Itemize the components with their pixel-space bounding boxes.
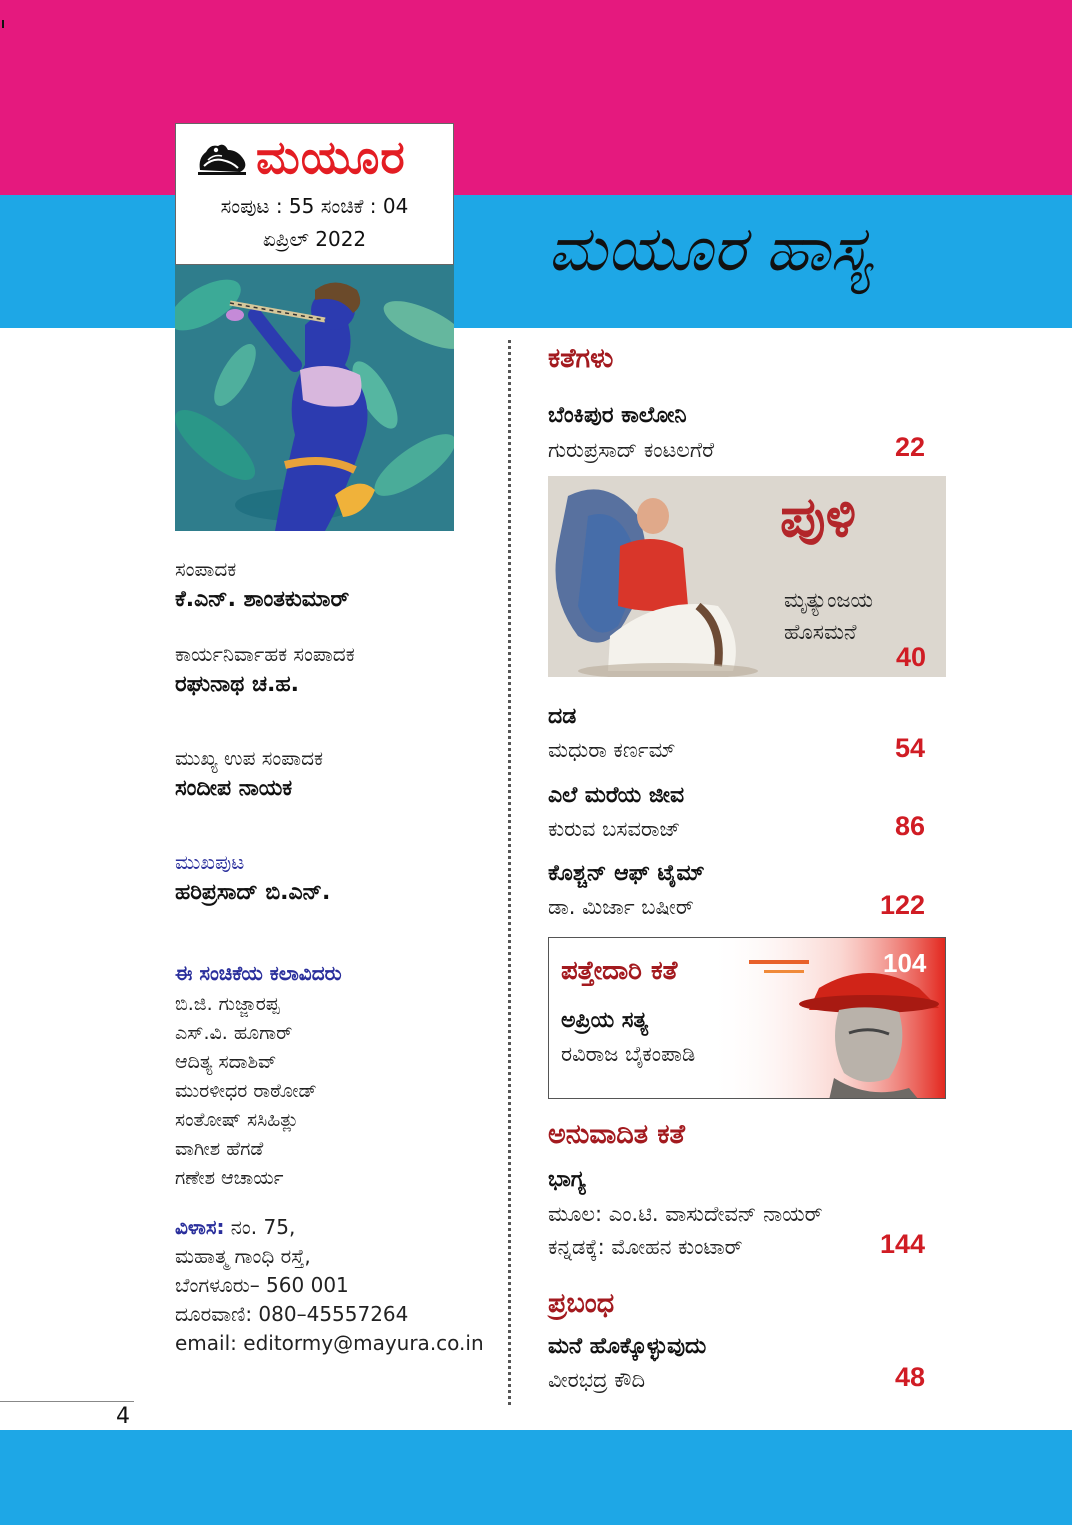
executive-editor-name: ರಘುನಾಥ ಚ.ಹ. [175, 672, 300, 697]
toc-story-title: ಅಪ್ರಿಯ ಸತ್ಯ [561, 1008, 649, 1033]
address-label: ವಿಳಾಸ: [175, 1215, 225, 1239]
cover-credit-label: ಮುಖಪುಟ [175, 850, 245, 874]
artist-item: ವಾಗೀಶ ಹೆಗಡೆ [175, 1138, 264, 1160]
cover-image [175, 265, 454, 531]
toc-page-number[interactable]: 22 [894, 432, 925, 462]
page-title: ಮಯೂರ ಹಾಸ್ಯ [548, 212, 872, 285]
stories-heading: ಕತೆಗಳು [548, 343, 614, 374]
issue-volume: ಸಂಪುಟ : 55 ಸಂಚಿಕೆ : 04 [220, 194, 409, 218]
essay-heading: ಪ್ರಬಂಧ [548, 1288, 615, 1319]
artists-label: ಈ ಸಂಚಿಕೆಯ ಕಲಾವಿದರು [175, 961, 342, 985]
toc-page-number[interactable]: 122 [879, 890, 925, 920]
feature-title: ಪುಳಿ [780, 484, 857, 550]
page-number: 4 [116, 1404, 130, 1429]
artist-item: ಎಸ್.ವಿ. ಹೂಗಾರ್ [175, 1022, 293, 1044]
toc-page-number[interactable]: 86 [894, 811, 925, 841]
address-line: ನಂ. 75, [224, 1215, 296, 1239]
artist-item: ಆದಿತ್ಯ ಸದಾಶಿವ್ [175, 1051, 277, 1073]
column-divider [508, 340, 511, 1405]
artist-item: ಗಣೇಶ ಆಚಾರ್ಯ [175, 1167, 284, 1189]
detective-heading: ಪತ್ತೇದಾರಿ ಕತೆ [561, 956, 678, 986]
logo [194, 130, 406, 184]
address-line: ಬೆಂಗಳೂರು– 560 001 [175, 1273, 349, 1297]
toc-translator: ಕನ್ನಡಕ್ಕೆ: ಮೋಹನ ಕುಂಟಾರ್ [548, 1235, 743, 1259]
chief-sub-editor-name: ಸಂದೀಪ ನಾಯಕ [175, 776, 293, 801]
toc-page-number[interactable]: 104 [883, 948, 927, 978]
toc-story-author: ಮಧುರಾ ಕರ್ಣಮ್ [548, 738, 676, 762]
address-line: ಮಹಾತ್ಮ ಗಾಂಧಿ ರಸ್ತೆ, [175, 1244, 311, 1268]
toc-story-author: ಕುರುವ ಬಸವರಾಜ್ [548, 817, 681, 841]
footer-rule [0, 1401, 134, 1402]
issue-date: ಏಪ್ರಿಲ್ 2022 [262, 227, 367, 251]
crop-mark [2, 20, 4, 28]
detective-story-panel[interactable] [548, 937, 946, 1099]
artist-item: ಮುರಳೀಧರ ರಾಠೋಡ್ [175, 1080, 317, 1102]
executive-editor-label: ಕಾರ್ಯನಿರ್ವಾಹಕ ಸಂಪಾದಕ [175, 642, 355, 666]
email-link[interactable]: editormy@mayura.co.in [236, 1331, 484, 1355]
email-label: email: [175, 1331, 237, 1355]
artist-item: ಬಿ.ಜಿ. ಗುಜ್ಜಾರಪ್ಪ [175, 993, 280, 1015]
chief-sub-editor-label: ಮುಖ್ಯ ಉಪ ಸಂಪಾದಕ [175, 746, 324, 770]
peacock-logo-icon [194, 136, 250, 178]
top-blue-band [0, 195, 1072, 328]
feature-author-line: ಹೊಸಮನೆ [784, 620, 857, 644]
bottom-blue-band [0, 1430, 1072, 1525]
artists-list [175, 990, 317, 1193]
cover-credit-name: ಹರಿಪ್ರಸಾದ್ ಬಿ.ಎನ್. [175, 880, 331, 905]
toc-original-author: ಮೂಲ: ಎಂ.ಟಿ. ವಾಸುದೇವನ್ ನಾಯರ್ [548, 1202, 823, 1226]
editor-label: ಸಂಪಾದಕ [175, 557, 237, 581]
feature-story-panel[interactable] [548, 476, 946, 677]
masthead [175, 123, 454, 265]
toc-story-title[interactable]: ಕೊಶ್ಚನ್ ಆಫ್ ಟೈಮ್ [548, 861, 705, 886]
toc-story-author: ಡಾ. ಮಿರ್ಜಾ ಬಷೀರ್ [548, 895, 694, 919]
toc-story-title[interactable]: ದಡ [548, 704, 577, 729]
editor-name: ಕೆ.ಎನ್. ಶಾಂತಕುಮಾರ್ [175, 587, 350, 612]
toc-story-title[interactable]: ಮನೆ ಹೊಕ್ಕೊಳ್ಳುವುದು [548, 1334, 707, 1359]
toc-story-author: ವೀರಭದ್ರ ಕೌದಿ [548, 1368, 646, 1392]
toc-page-number[interactable]: 48 [894, 1362, 925, 1392]
translated-heading: ಅನುವಾದಿತ ಕತೆ [548, 1119, 685, 1150]
contact-block [175, 1213, 484, 1358]
toc-story-author: ಗುರುಪ್ರಸಾದ್ ಕಂಟಲಗೆರೆ [548, 438, 715, 462]
feature-author-line: ಮೃತ್ಯುಂಜಯ [784, 588, 874, 612]
toc-page-number[interactable]: 144 [879, 1229, 925, 1259]
artist-item: ಸಂತೋಷ್ ಸಸಿಹಿತ್ಲು [175, 1109, 299, 1131]
toc-story-title[interactable]: ಎಲೆ ಮರೆಯ ಜೀವ [548, 783, 685, 808]
toc-story-title[interactable]: ಬೆಂಕಿಪುರ ಕಾಲೋನಿ [548, 403, 687, 428]
toc-story-author: ರವಿರಾಜ ಬೈಕಂಪಾಡಿ [561, 1042, 696, 1066]
phone-number: ದೂರವಾಣಿ: 080–45557264 [175, 1302, 409, 1326]
top-pink-band [0, 0, 1072, 195]
toc-story-title[interactable]: ಭಾಗ್ಯ [548, 1167, 586, 1192]
toc-page-number[interactable]: 40 [895, 642, 926, 672]
toc-page-number[interactable]: 54 [894, 733, 925, 763]
logo-wordmark: ಮಯೂರ [256, 130, 406, 184]
